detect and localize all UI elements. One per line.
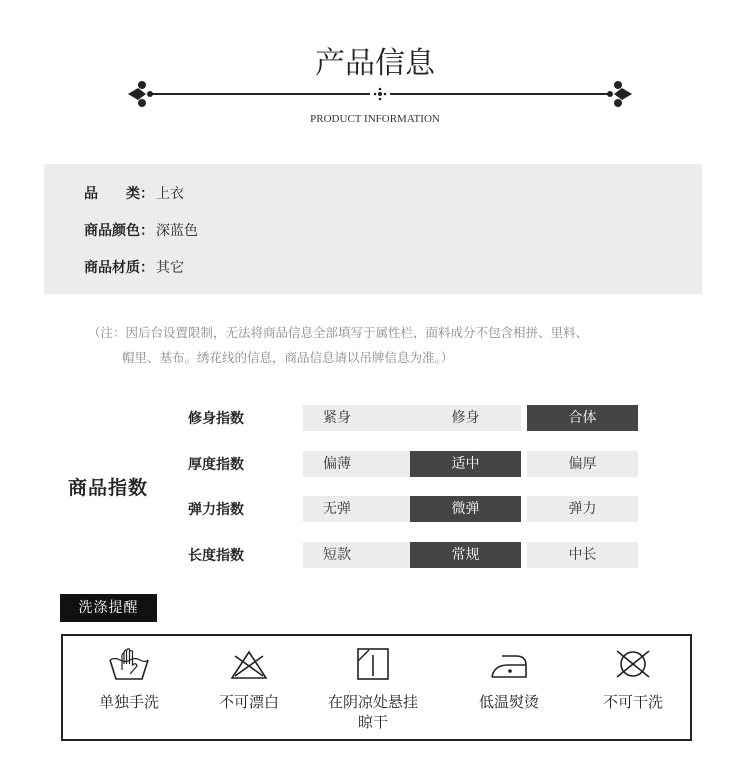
- info-label: 商品材质：: [84, 260, 154, 276]
- index-option: 紧身: [303, 405, 414, 431]
- info-label: 品 类：: [84, 186, 154, 202]
- info-row-category: [84, 183, 184, 203]
- info-value: 深蓝色: [156, 223, 198, 239]
- care-label: 在阴凉处悬挂 晾干: [327, 693, 418, 731]
- no-bleach-icon: [226, 646, 272, 682]
- info-panel: [44, 164, 702, 294]
- divider-ornament-icon: [122, 78, 638, 110]
- index-row-label: 修身指数: [188, 411, 244, 427]
- index-option: 短款: [303, 542, 414, 568]
- care-item-no-bleach: [189, 646, 309, 712]
- index-option: 弹力: [527, 496, 638, 522]
- index-option-selected: 常规: [410, 542, 521, 568]
- index-option-selected: 微弹: [410, 496, 521, 522]
- info-value: 其它: [156, 260, 184, 276]
- care-panel: [61, 634, 692, 741]
- care-title: 洗涤提醒: [60, 594, 157, 622]
- info-value: 上衣: [156, 186, 184, 202]
- index-option: 偏厚: [527, 451, 638, 477]
- care-label: 不可干洗: [602, 693, 663, 711]
- index-option: 偏薄: [303, 451, 414, 477]
- hand-wash-icon: [106, 646, 152, 682]
- care-item-iron-low: [449, 646, 569, 712]
- info-row-material: [84, 257, 184, 277]
- index-option: 中长: [527, 542, 638, 568]
- index-row-label: 厚度指数: [188, 457, 244, 473]
- disclaimer-note: [88, 320, 688, 370]
- note-line-2: 帽里、基布。绣花线的信息，商品信息请以吊牌信息为准。）: [122, 350, 454, 365]
- index-heading: 商品指数: [68, 477, 149, 499]
- index-row-label: 长度指数: [188, 548, 244, 564]
- care-label: 低温熨烫: [478, 693, 539, 711]
- info-row-color: [84, 220, 198, 240]
- index-row-label: 弹力指数: [188, 502, 244, 518]
- note-line-1: （注：因后台设置限制，无法将商品信息全部填写于属性栏，面料成分不包含相拼、里料、: [88, 325, 589, 340]
- page-title: 产品信息: [315, 46, 435, 81]
- page-subtitle: PRODUCT INFORMATION: [310, 113, 440, 125]
- info-label: 商品颜色：: [84, 223, 154, 239]
- care-label: 单独手洗: [98, 693, 159, 711]
- care-label: 不可漂白: [218, 693, 279, 711]
- index-option: 修身: [410, 405, 521, 431]
- index-option: 无弹: [303, 496, 414, 522]
- iron-low-icon: [486, 646, 532, 682]
- care-item-hand-wash: [69, 646, 189, 712]
- line-dry-shade-icon: [350, 646, 396, 682]
- care-item-line-dry: [313, 646, 433, 732]
- index-option-selected: 合体: [527, 405, 638, 431]
- index-option-selected: 适中: [410, 451, 521, 477]
- care-item-no-dry-clean: [573, 646, 693, 712]
- no-dry-clean-icon: [610, 646, 656, 682]
